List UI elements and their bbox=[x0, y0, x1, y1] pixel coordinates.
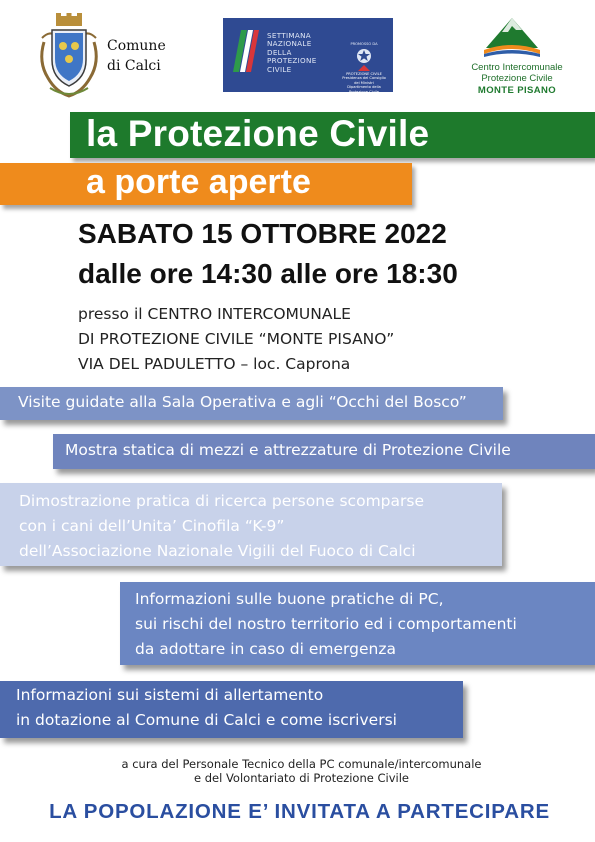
event-date: SABATO 15 OTTOBRE 2022 bbox=[78, 218, 447, 249]
invitation-banner: LA POPOLAZIONE E’ INVITATA A PARTECIPARE bbox=[49, 800, 550, 823]
event-time: dalle ore 14:30 alle ore 18:30 bbox=[78, 258, 458, 289]
venue-line: DI PROTEZIONE CIVILE “MONTE PISANO” bbox=[78, 330, 395, 348]
credit-line1: a cura del Personale Tecnico della PC comunale/intercomunale bbox=[121, 757, 482, 771]
title-line1: la Protezione Civile bbox=[86, 113, 430, 154]
municipality-line2: di Calci bbox=[107, 58, 161, 74]
settimana-nazionale-logo bbox=[223, 18, 393, 92]
emblem-icon bbox=[356, 48, 372, 64]
settimana-text: SETTIMANA NAZIONALE DELLA PROTEZIONE CIVILE bbox=[267, 31, 317, 74]
title-orange-bar bbox=[0, 163, 412, 205]
activity-search-demo bbox=[0, 483, 502, 566]
credit-note bbox=[0, 757, 595, 785]
centro-intercomunale-label bbox=[462, 62, 572, 97]
activity-line: Dimostrazione pratica di ricerca persone scomparse bbox=[19, 492, 424, 510]
activity-best-practices bbox=[120, 582, 595, 665]
centre-line3: MONTE PISANO bbox=[477, 85, 557, 96]
activity-line: Mostra statica di mezzi e attrezzature di Protezione Civile bbox=[65, 441, 511, 459]
activity-vehicle-exhibition bbox=[53, 434, 595, 469]
activity-line: da adottare in caso di emergenza bbox=[135, 640, 396, 658]
triangle-icon bbox=[358, 65, 370, 71]
department-text: PROTEZIONE CIVILE Presidenza del Consiglio dei Ministri Dipartimento della Protezione Civile bbox=[342, 72, 386, 94]
tricolore-icon bbox=[231, 28, 259, 72]
activity-line: Informazioni sui sistemi di allertamento bbox=[16, 686, 324, 704]
centre-line2: Protezione Civile bbox=[481, 73, 553, 84]
venue-line: VIA DEL PADULETTO – loc. Caprona bbox=[78, 355, 351, 373]
title-green-bar bbox=[70, 112, 595, 158]
municipality-line1: Comune bbox=[107, 38, 166, 54]
activity-line: in dotazione al Comune di Calci e come iscriversi bbox=[16, 711, 397, 729]
activity-alert-systems bbox=[0, 681, 463, 738]
monte-pisano-mountain-logo bbox=[482, 14, 542, 58]
activity-guided-tours bbox=[0, 387, 503, 420]
municipality-name bbox=[107, 36, 166, 76]
calci-crest-logo bbox=[36, 12, 102, 98]
activity-line: sui rischi del nostro territorio ed i comportamenti bbox=[135, 615, 517, 633]
activity-line: Visite guidate alla Sala Operativa e agli “Occhi del Bosco” bbox=[18, 393, 467, 411]
title-line2: a porte aperte bbox=[86, 163, 311, 201]
activity-line: Informazioni sulle buone pratiche di PC, bbox=[135, 590, 444, 608]
department-badge bbox=[341, 42, 387, 94]
event-venue bbox=[78, 302, 394, 377]
promoted-by-label: PROMOSSO DA bbox=[350, 42, 378, 46]
venue-line: presso il CENTRO INTERCOMUNALE bbox=[78, 305, 351, 323]
activity-line: dell’Associazione Nazionale Vigili del Fuoco di Calci bbox=[19, 542, 416, 560]
activity-line: con i cani dell’Unita’ Cinofila “K-9” bbox=[19, 517, 285, 535]
credit-line2: e del Volontariato di Protezione Civile bbox=[194, 771, 409, 785]
centre-line1: Centro Intercomunale bbox=[471, 62, 563, 73]
